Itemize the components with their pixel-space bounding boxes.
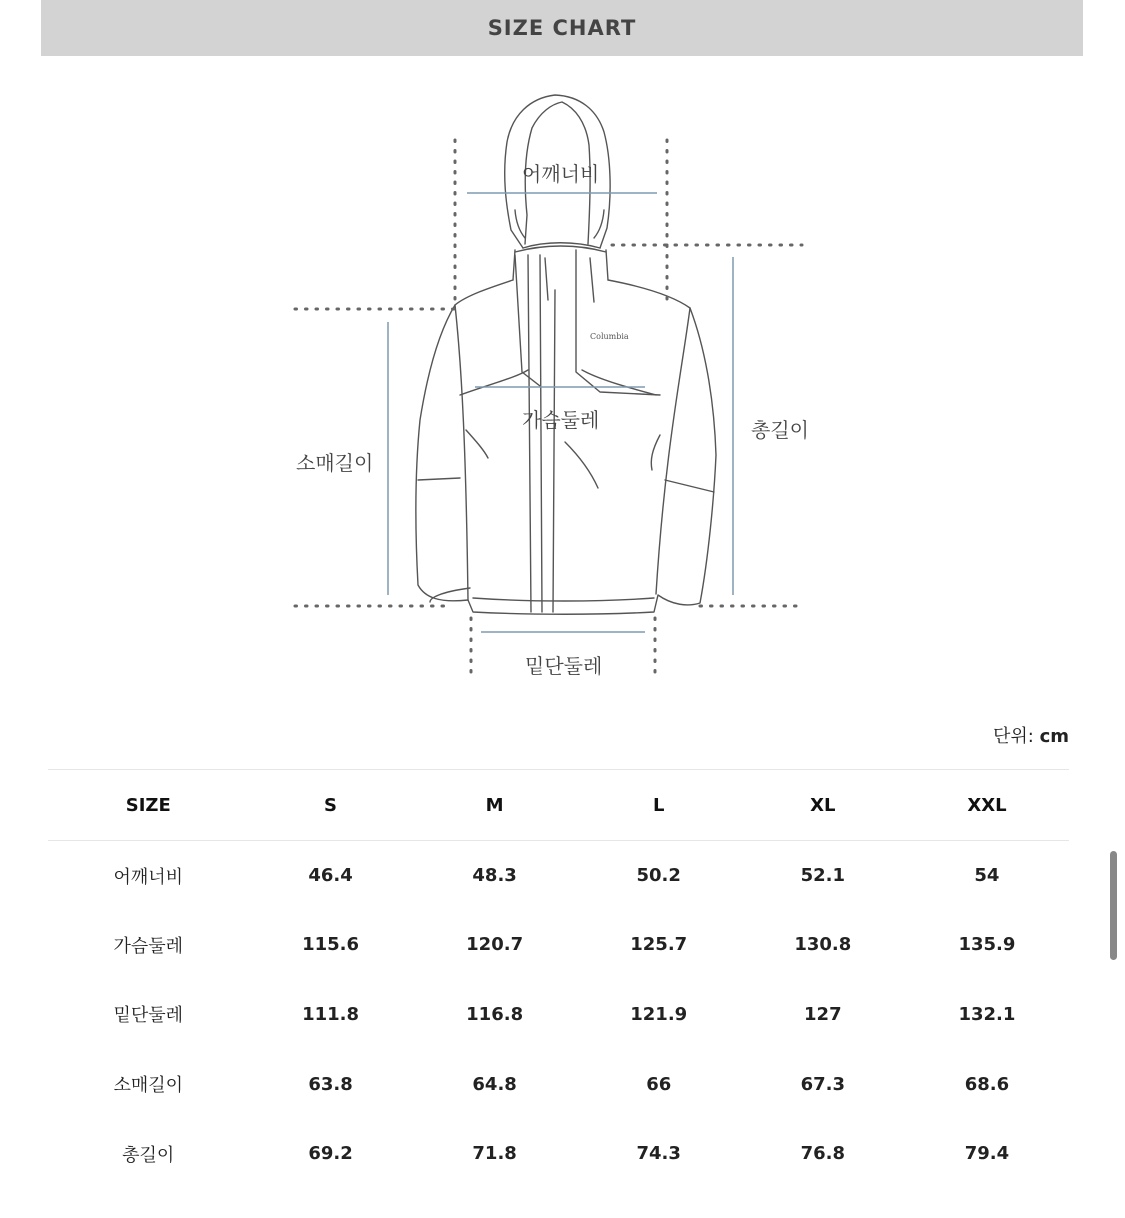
label-hem: 밑단둘레 [525,654,603,678]
table-row [48,841,1069,911]
header-size-s: S [324,794,338,816]
cell-value: 71.8 [472,1143,517,1165]
cell-value: 69.2 [308,1143,353,1165]
header-size-m: M [485,794,504,816]
row-label: 밑단둘레 [113,1005,184,1027]
cell-value: 130.8 [794,934,852,956]
cell-value: 79.4 [964,1143,1010,1165]
header-title: SIZE CHART [487,16,637,40]
cell-value: 64.8 [472,1073,517,1095]
table-row [48,1049,1069,1119]
label-chest: 가슴둘레 [522,408,600,432]
row-label: 가슴둘레 [113,935,184,957]
row-label: 어깨너비 [113,866,184,888]
header-size-xxl: XXL [967,794,1007,816]
table-row [48,980,1069,1050]
cell-value: 120.7 [466,934,524,956]
size-table [48,769,1069,1188]
row-label: 총길이 [122,1144,175,1166]
table-row [48,910,1069,980]
cell-value: 121.9 [630,1003,688,1025]
label-total-length: 총길이 [751,418,809,442]
cell-value: 67.3 [800,1073,846,1095]
cell-value: 48.3 [472,865,517,887]
unit-value: cm [1039,726,1069,747]
cell-value: 63.8 [308,1073,353,1095]
cell-value: 135.9 [958,934,1016,956]
unit-note [993,722,1069,748]
brand-logo-text: Columbia [590,332,629,341]
row-label: 소매길이 [113,1075,184,1097]
cell-value: 46.4 [308,865,353,887]
unit-label: 단위: [992,726,1034,747]
cell-value: 54 [974,865,1000,887]
cell-value: 111.8 [302,1003,359,1025]
header-size-xl: XL [810,794,836,816]
scrollbar-thumb[interactable] [1110,851,1117,960]
cell-value: 116.8 [466,1003,524,1025]
label-sleeve-length: 소매길이 [296,451,374,475]
cell-value: 68.6 [964,1073,1010,1095]
jacket-illustration [0,56,1125,696]
label-shoulder-width: 어깨너비 [522,162,600,186]
header-size-l: L [652,794,665,816]
table-row [48,1119,1069,1189]
jacket-diagram [0,56,1125,696]
cell-value: 74.3 [636,1143,681,1165]
size-chart-header [41,0,1083,56]
cell-value: 127 [804,1003,842,1025]
cell-value: 50.2 [636,865,681,887]
cell-value: 115.6 [302,934,359,956]
table-header-row [48,770,1069,841]
cell-value: 52.1 [800,865,846,887]
header-size-label: SIZE [125,794,171,816]
cell-value: 125.7 [630,934,688,956]
cell-value: 76.8 [800,1143,846,1165]
cell-value: 66 [646,1073,672,1095]
cell-value: 132.1 [958,1003,1016,1025]
